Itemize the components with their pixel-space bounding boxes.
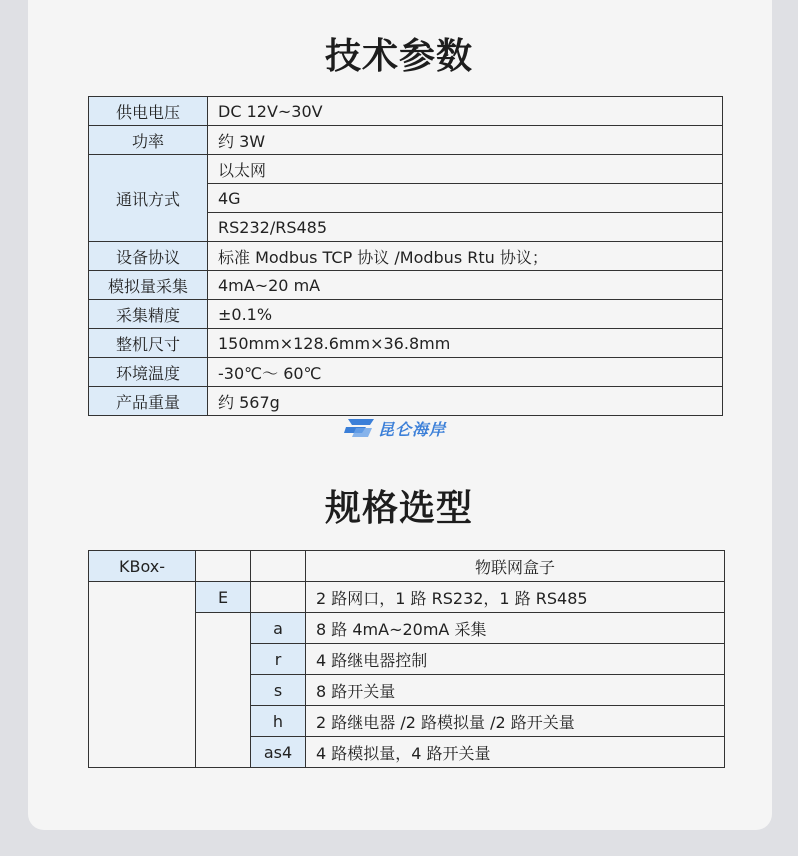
row-value: 4mA~20 mA	[208, 271, 723, 300]
row-key: 整机尺寸	[89, 329, 208, 358]
row-value: DC 12V~30V	[208, 97, 723, 126]
row-value: 4G	[208, 184, 723, 213]
row-key: 供电电压	[89, 97, 208, 126]
option-desc: 2 路继电器 /2 路模拟量 /2 路开关量	[306, 706, 725, 737]
table-row	[89, 551, 725, 582]
empty-cell	[196, 613, 251, 768]
network-code: E	[196, 582, 251, 613]
option-desc: 8 路 4mA~20mA 采集	[306, 613, 725, 644]
empty-cell	[196, 551, 251, 582]
brand-name: 昆仑海岸	[378, 419, 447, 439]
table-row	[89, 155, 723, 184]
row-value: RS232/RS485	[208, 213, 723, 242]
empty-cell	[89, 582, 196, 768]
row-value: 约 3W	[208, 126, 723, 155]
table-row	[89, 126, 723, 155]
table-row	[89, 271, 723, 300]
option-code: r	[251, 644, 306, 675]
option-code: s	[251, 675, 306, 706]
section-title-model-selection: 规格选型	[324, 488, 473, 529]
model-selection-table	[88, 550, 725, 768]
row-value: 约 567g	[208, 387, 723, 416]
row-value: 150mm×128.6mm×36.8mm	[208, 329, 723, 358]
row-key: 设备协议	[89, 242, 208, 271]
model-header: 物联网盒子	[306, 551, 725, 582]
option-desc: 8 路开关量	[306, 675, 725, 706]
row-value: 标准 Modbus TCP 协议 /Modbus Rtu 协议；	[208, 242, 723, 271]
option-code: a	[251, 613, 306, 644]
brand-mark-icon	[342, 417, 376, 439]
row-key: 模拟量采集	[89, 271, 208, 300]
row-value: -30℃～ 60℃	[208, 358, 723, 387]
table-row	[89, 329, 723, 358]
empty-cell	[251, 551, 306, 582]
option-code: h	[251, 706, 306, 737]
model-prefix: KBox-	[89, 551, 196, 582]
row-key: 采集精度	[89, 300, 208, 329]
empty-cell	[251, 582, 306, 613]
table-row	[89, 387, 723, 416]
table-row	[89, 582, 725, 613]
section-title-tech-params: 技术参数	[324, 36, 473, 77]
table-row	[89, 242, 723, 271]
row-key: 功率	[89, 126, 208, 155]
brand-logo	[342, 417, 446, 439]
row-key: 环境温度	[89, 358, 208, 387]
tech-params-table	[88, 96, 723, 416]
network-desc: 2 路网口，1 路 RS232，1 路 RS485	[306, 582, 725, 613]
row-key: 通讯方式	[89, 155, 208, 242]
option-code: as4	[251, 737, 306, 768]
table-row	[89, 358, 723, 387]
option-desc: 4 路继电器控制	[306, 644, 725, 675]
option-desc: 4 路模拟量，4 路开关量	[306, 737, 725, 768]
row-value: ±0.1%	[208, 300, 723, 329]
table-row	[89, 97, 723, 126]
row-key: 产品重量	[89, 387, 208, 416]
row-value: 以太网	[208, 155, 723, 184]
table-row	[89, 300, 723, 329]
